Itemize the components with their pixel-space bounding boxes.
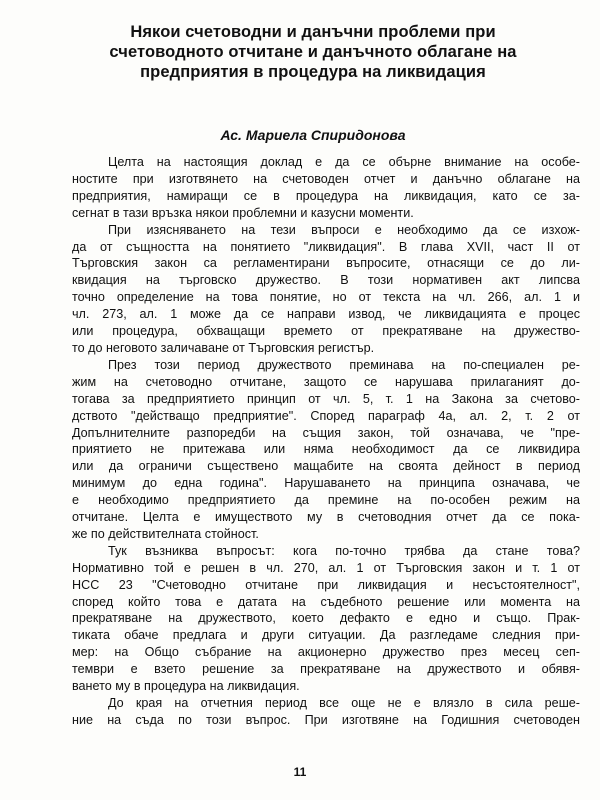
paper-body [72,154,580,729]
title-line: счетоводното отчитане и данъчното облагане на [109,43,517,61]
page-number: 11 [293,765,307,779]
title-line: Някои счетоводни и данъчни проблеми при [130,23,496,41]
text-line: дството "действащо предприятие". Според параграф 4а, ал. 2, т. 2 от [72,408,580,423]
text-line: жим на счетоводно отчитане, защото се нарушава прилаганият до- [72,374,580,389]
text-line: прекратяване на дружеството, което дефакто е едно и също. Прак- [72,611,580,626]
text-line: или да ограничи съществено мащабите на своята дейност в период [72,459,580,474]
text-line: предприятия, намиращи се в процедура на ликвидация, като се за- [72,188,580,203]
text-line: Търговския закон са регламентирани въпросите, отнасящи се до ли- [72,256,580,271]
text-line: През този период дружеството преминава на по-специален ре- [108,357,580,372]
text-line: то до неговото заличаване от Търговския регистър. [72,340,375,355]
text-line: мер: на Общо събрание на акционерно дружество през месец сеп- [72,645,580,660]
text-line: Нормативно той е решен в чл. 270, ал. 1 от Търговския закон и т. 1 от [72,560,580,575]
text-line: При изясняването на тези въпроси е необходимо да се изхож- [108,222,580,237]
text-line: До края на отчетния период все още не е влязло в сила реше- [108,696,580,710]
text-line: според който това е датата на съдебното решение или момента на [72,594,580,609]
text-line: да от същността на понятието "ликвидация". В глава XVII, част II от [72,239,580,254]
text-line: приятието не притежава или няма необходимост да се ликвидира [72,442,580,457]
author-name: Ас. Мариела Спиридонова [220,127,406,143]
text-line: Целта на настоящия доклад е да се обърне внимание на особе- [108,155,580,169]
title-line: предприятия в процедура на ликвидация [140,63,486,81]
text-line: НСС 23 "Счетоводно отчитане при ликвидация и несъстоятелност", [72,577,580,592]
paper-title [78,22,548,82]
text-line: отчитане. Целта е имуществото му в счетоводния отчет да се пока- [72,510,580,525]
text-line: минимум до една година". Нарушаването на принципа означава, че [72,476,580,491]
text-line: точно определение на това понятие, но от текста на чл. 266, ал. 1 и [72,290,580,305]
text-line: е необходимо предприятието да премине на по-особен режим на [72,493,580,508]
text-line: чл. 273, ал. 1 може да се направи извод, че ликвидацията е процес [72,307,580,322]
text-line: же по действителната стойност. [72,526,259,541]
text-line: или процедура, обхващащи времето от прекратяване на дружество- [72,324,580,339]
text-line: ностите при изготвянето на счетоводен отчет и данъчно облагане на [72,171,580,186]
text-line: тиката обаче предлага и други ситуации. Да разгледаме следния при- [72,628,580,643]
text-line: Тук възниква въпросът: кога по-точно трябва да стане това? [108,543,580,558]
text-line: ването му в процедура на ликвидация. [72,679,300,694]
text-line: тември е взето решение за прекратяване на дружеството и обявя- [72,662,580,677]
text-line: сегнат в тази връзка някои проблемни и казусни моменти. [72,205,414,220]
text-line: Допълнителните разпоредби на същия закон, той означава, че "пре- [72,425,580,440]
text-line: ние на съда по този въпрос. При изготвяне на Годишния счетоводен [72,712,580,727]
text-line: тогава за предприятието принцип от чл. 5, т. 1 на Закона за счетово- [72,391,580,406]
text-line: квидация на търговско дружество. В този нормативен акт липсва [72,273,580,288]
